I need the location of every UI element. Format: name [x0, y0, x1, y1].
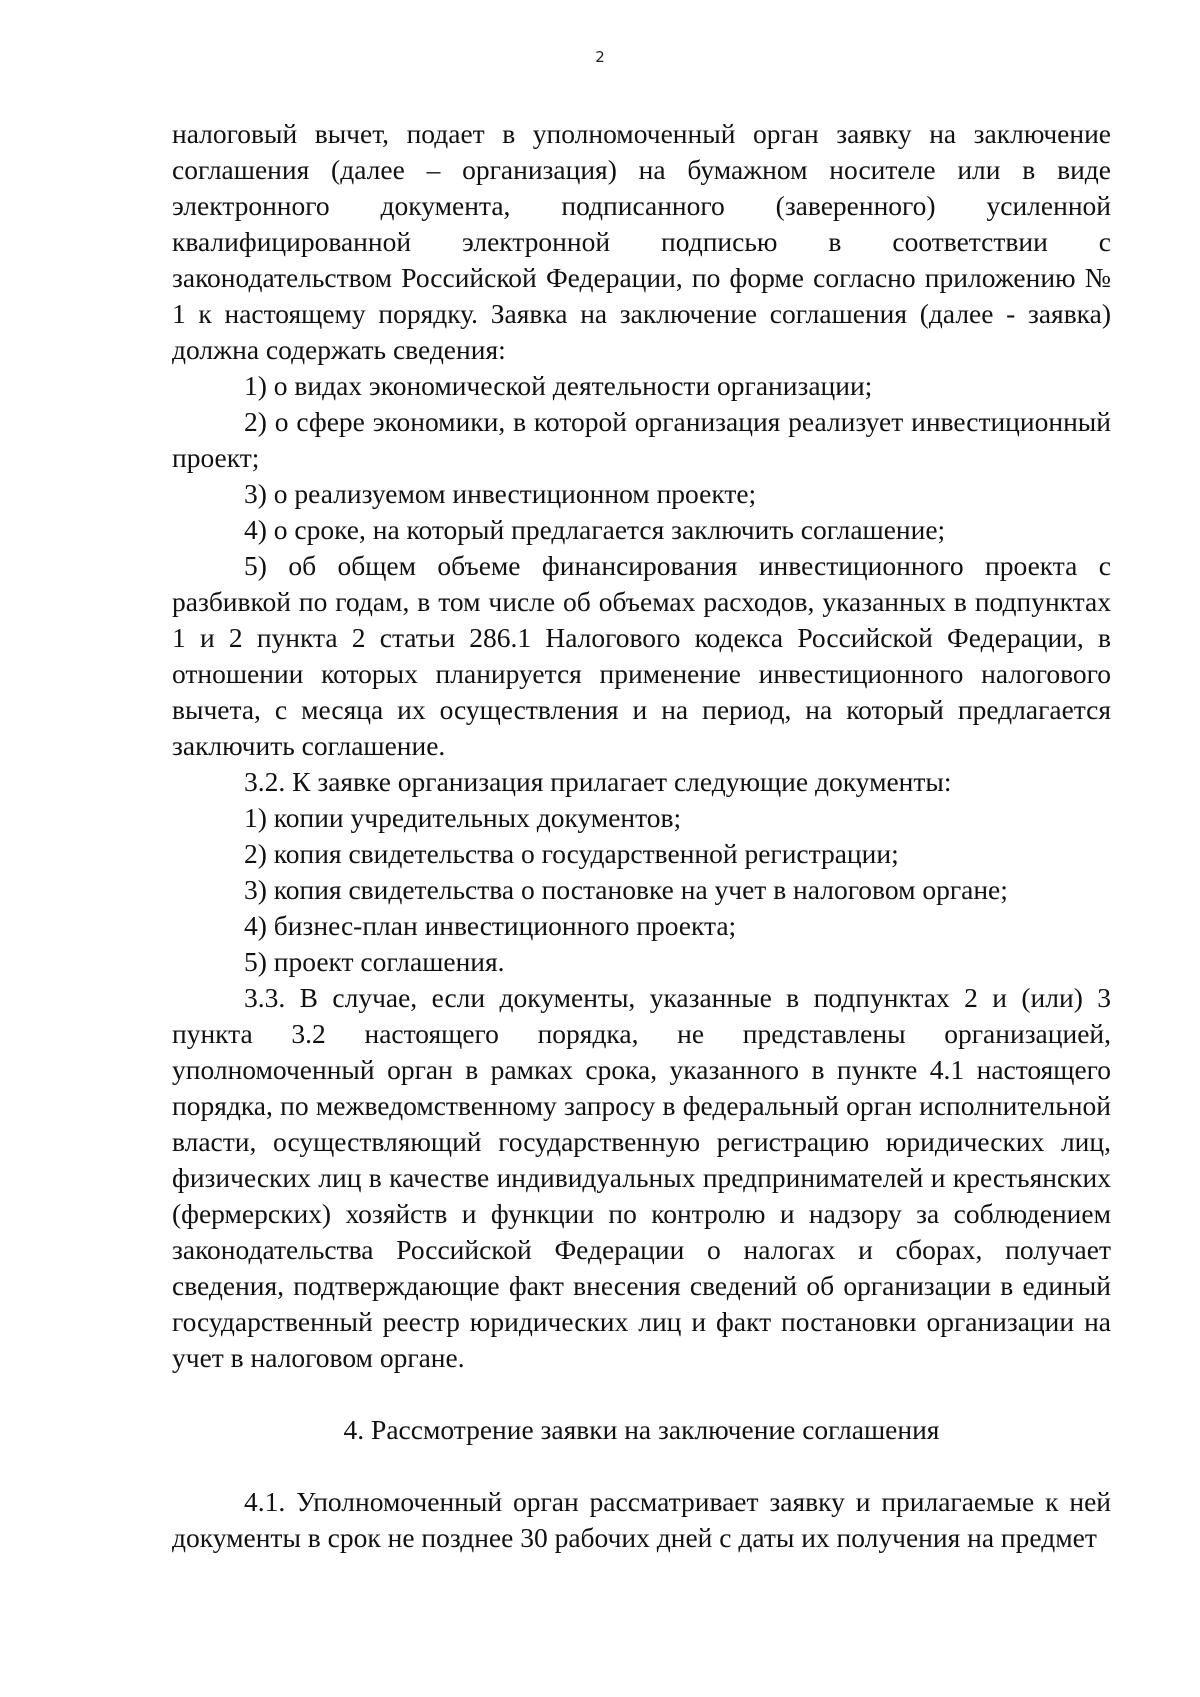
list-item-draft-agreement: 5) проект соглашения. [244, 946, 505, 977]
document-body [172, 116, 1111, 1556]
paragraph-3-3: 3.3. В случае, если документы, указанные в подпунктах 2 и (или) 3 пункта 3.2 настоящего порядка, не представлены организацией, уполномоченный орган в рамках срока, указанного в пункте 4.1 настоящего порядка, по межведомственному запросу в федеральный орган исполнительной власти, осуществляющий государственную регистрацию юридических лиц, физических лиц в качестве индивидуальных предпринимателей и крестьянских (фермерских) хозяйств и функции по контролю и надзору за соблюдением законодательства Российской Федерации о налогах и сборах, получает сведения, подтверждающие факт внесения сведений об организации в единый государственный реестр юридических лиц и факт постановки организации на учет в налоговом органе. [172, 982, 1111, 1373]
list-item-activity-types: 1) о видах экономической деятельности организации; [244, 370, 873, 401]
list-item-economic-sphere: 2) о сфере экономики, в которой организация реализует инвестиционный проект; [172, 406, 1111, 473]
list-item-business-plan: 4) бизнес-план инвестиционного проекта; [244, 910, 737, 941]
list-item-financing-volume: 5) об общем объеме финансирования инвестиционного проекта с разбивкой по годам, в том числе об объемах расходов, указанных в подпунктах 1 и 2 пункта 2 статьи 286.1 Налогового кодекса Российской Федерации, в отношении которых планируется применение инвестиционного налогового вычета, с месяца их осуществления и на период, на который предлагается заключить соглашение. [172, 550, 1111, 761]
list-item-registration-certificate: 2) копия свидетельства о государственной регистрации; [244, 838, 899, 869]
paragraph-4-1: 4.1. Уполномоченный орган рассматривает заявку и прилагаемые к ней документы в срок не позднее 30 рабочих дней с даты их получения на предмет [172, 1486, 1111, 1553]
section-heading-4: 4. Рассмотрение заявки на заключение соглашения [343, 1414, 940, 1445]
list-item-agreement-term: 4) о сроке, на который предлагается заключить соглашение; [244, 514, 946, 545]
paragraph-3-2: 3.2. К заявке организация прилагает следующие документы: [244, 766, 952, 797]
list-item-investment-project: 3) о реализуемом инвестиционном проекте; [244, 478, 757, 509]
page-number: 2 [595, 48, 605, 66]
list-item-constituent-docs: 1) копии учредительных документов; [244, 802, 682, 833]
paragraph-intro: налоговый вычет, подает в уполномоченный орган заявку на заключение соглашения (далее – организация) на бумажном носителе или в виде электронного документа, подписанного (заверенного) усиленной квалифицированной электронной подписью в соответствии с законодательством Российской Федерации, по форме согласно приложению № 1 к настоящему порядку. Заявка на заключение соглашения (далее - заявка) должна содержать сведения: [172, 118, 1111, 365]
list-item-tax-registration-certificate: 3) копия свидетельства о постановке на учет в налоговом органе; [244, 874, 1008, 905]
